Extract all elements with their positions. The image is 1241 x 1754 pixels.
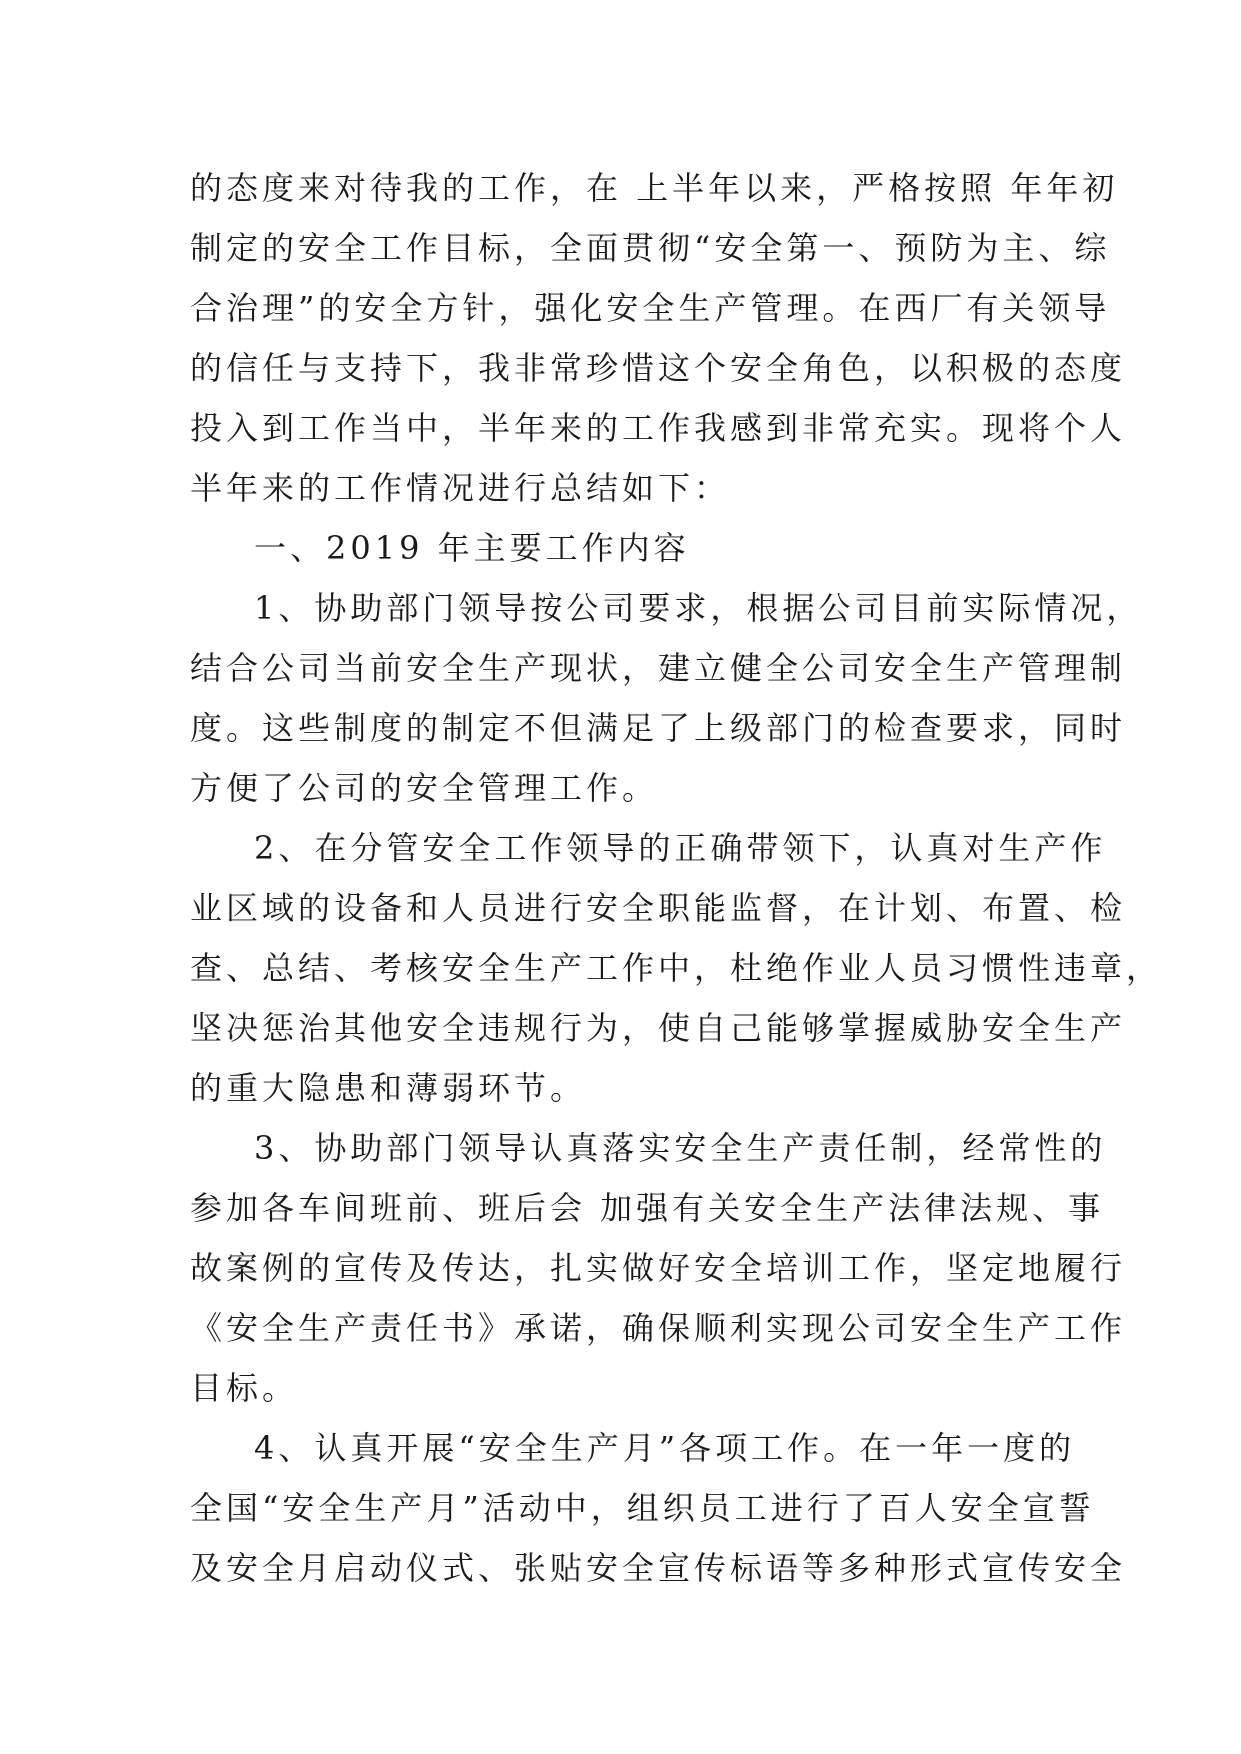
text-line: 结合公司当前安全生产现状，建立健全公司安全生产管理制 (190, 649, 1127, 687)
text-line: 制定的安全工作目标，全面贯彻“安全第一、预防为主、综 (190, 229, 1111, 267)
text-line: 度。这些制度的制定不但满足了上级部门的检查要求，同时 (190, 709, 1127, 747)
text-line: 坚决惩治其他安全违规行为，使自己能够掌握威胁安全生产 (190, 1009, 1127, 1047)
text-line: 3、协助部门领导认真落实安全生产责任制，经常性的 (254, 1129, 1107, 1167)
text-line: 1、协助部门领导按公司要求，根据公司目前实际情况， (254, 589, 1143, 627)
text-line: 参加各车间班前、班后会 加强有关安全生产法律法规、事 (190, 1189, 1105, 1227)
text-line: 的重大隐患和薄弱环节。 (190, 1069, 587, 1107)
text-line: 的态度来对待我的工作，在 上半年以来，严格按照 年年初 (190, 169, 1119, 207)
document-body (190, 158, 1163, 1598)
text-line: 合治理”的安全方针，强化安全生产管理。在西厂有关领导 (190, 289, 1111, 327)
text-line: 业区域的设备和人员进行安全职能监督，在计划、布置、检 (190, 889, 1127, 927)
text-line: 4、认真开展“安全生产月”各项工作。在一年一度的 (254, 1429, 1076, 1467)
section-heading: 一、2019 年主要工作内容 (254, 529, 690, 567)
text-line: 及安全月启动仪式、张贴安全宣传标语等多种形式宣传安全 (190, 1549, 1127, 1587)
text-line: 投入到工作当中，半年来的工作我感到非常充实。现将个人 (190, 409, 1127, 447)
text-line: 故案例的宣传及传达，扎实做好安全培训工作，坚定地履行 (190, 1249, 1127, 1287)
text-line: 的信任与支持下，我非常珍惜这个安全角色，以积极的态度 (190, 349, 1127, 387)
text-line: 查、总结、考核安全生产工作中，杜绝作业人员习惯性违章， (190, 949, 1163, 987)
text-line: 全国“安全生产月”活动中，组织员工进行了百人安全宣誓 (190, 1489, 1095, 1527)
text-line: 目标。 (190, 1369, 299, 1407)
text-line: 《安全生产责任书》承诺，确保顺利实现公司安全生产工作 (190, 1309, 1127, 1347)
text-line: 2、在分管安全工作领导的正确带领下，认真对生产作 (254, 829, 1107, 867)
text-line: 方便了公司的安全管理工作。 (190, 769, 659, 807)
text-line: 半年来的工作情况进行总结如下： (190, 469, 731, 507)
